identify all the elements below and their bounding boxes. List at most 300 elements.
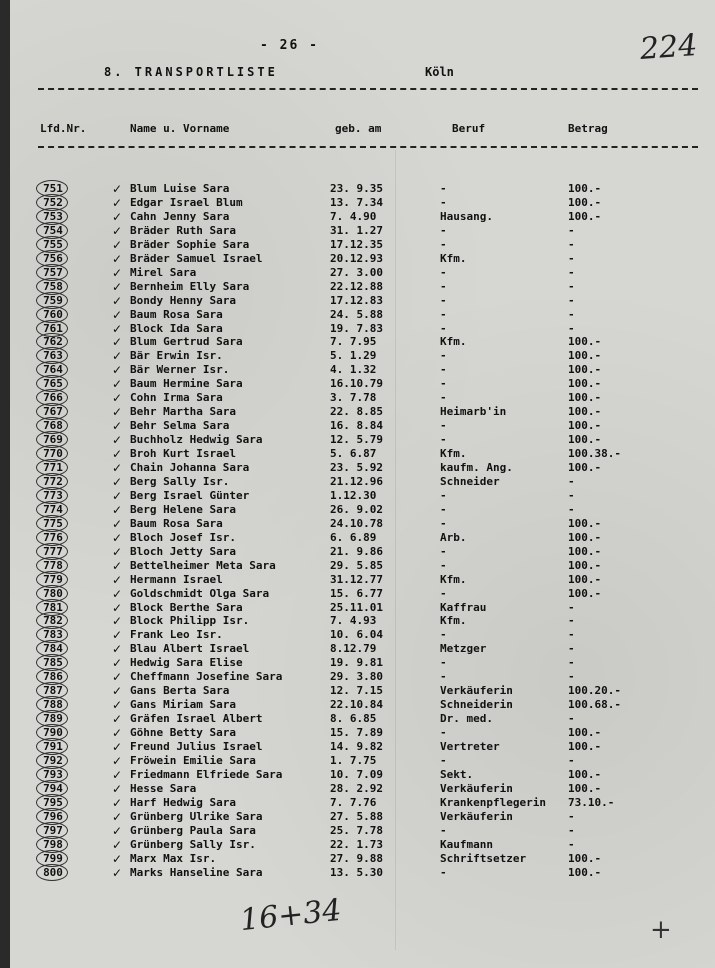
- row-occupation: Verkäuferin: [440, 781, 513, 795]
- row-name: Bondy Henny Sara: [130, 293, 236, 307]
- row-birthdate: 7. 7.76: [330, 795, 377, 809]
- row-name: Baum Rosa Sara: [130, 307, 223, 321]
- row-number: 754: [43, 223, 63, 237]
- check-mark-icon: ✓: [112, 223, 123, 238]
- row-amount: -: [568, 600, 575, 614]
- row-birthdate: 23. 9.35: [330, 182, 383, 195]
- row-number: 777: [43, 544, 63, 558]
- check-mark-icon: ✓: [112, 349, 123, 364]
- row-occupation: -: [440, 223, 447, 237]
- row-name: Hesse Sara: [130, 781, 197, 795]
- check-mark-icon: ✓: [112, 195, 123, 210]
- check-mark-icon: ✓: [112, 251, 123, 266]
- check-mark-icon: ✓: [112, 823, 123, 838]
- row-occupation: Hausang.: [440, 209, 493, 223]
- row-number: 772: [43, 474, 63, 488]
- check-mark-icon: ✓: [112, 670, 123, 685]
- row-name: Cohn Irma Sara: [130, 391, 223, 405]
- row-birthdate: 21.12.96: [330, 474, 383, 488]
- row-occupation: -: [440, 586, 447, 600]
- row-occupation: -: [440, 656, 447, 670]
- row-number: 776: [43, 530, 63, 544]
- row-name: Bär Werner Isr.: [130, 363, 230, 377]
- table-row: [0, 642, 715, 656]
- column-header-date: geb. am: [335, 122, 382, 135]
- row-number: 752: [43, 195, 63, 209]
- column-header-name: Name u. Vorname: [130, 122, 230, 135]
- check-mark-icon: ✓: [112, 265, 123, 280]
- table-row: [0, 489, 715, 503]
- row-number: 798: [43, 837, 63, 851]
- check-mark-icon: ✓: [112, 837, 123, 852]
- row-occupation: Kfm.: [440, 251, 467, 265]
- row-number: 764: [43, 363, 63, 377]
- check-mark-icon: ✓: [112, 363, 123, 378]
- handwritten-total: 16+34: [238, 892, 344, 939]
- row-number: 769: [43, 433, 63, 447]
- row-name: Berg Sally Isr.: [130, 474, 230, 488]
- row-occupation: -: [440, 753, 447, 767]
- row-name: Bloch Josef Isr.: [130, 530, 236, 544]
- row-number: 779: [43, 572, 63, 586]
- row-birthdate: 22.12.88: [330, 279, 383, 293]
- row-name: Bär Erwin Isr.: [130, 349, 223, 363]
- check-mark-icon: ✓: [112, 851, 123, 866]
- row-name: Hermann Israel: [130, 572, 223, 586]
- row-birthdate: 24. 5.88: [330, 307, 383, 321]
- row-number: 789: [43, 712, 63, 726]
- column-header-nr: Lfd.Nr.: [40, 122, 87, 135]
- row-amount: 100.-: [568, 572, 602, 586]
- row-occupation: -: [440, 488, 447, 502]
- top-divider: [38, 88, 698, 90]
- row-number: 758: [43, 279, 63, 293]
- row-name: Block Berthe Sara: [130, 600, 243, 614]
- row-occupation: -: [440, 670, 447, 684]
- row-amount: 73.10.-: [568, 795, 615, 809]
- row-number: 786: [43, 670, 63, 684]
- row-amount: 100.-: [568, 391, 602, 405]
- table-row: [0, 810, 715, 824]
- row-name: Edgar Israel Blum: [130, 195, 243, 209]
- row-occupation: -: [440, 865, 447, 879]
- row-occupation: Sekt.: [440, 767, 474, 781]
- row-amount: -: [568, 753, 575, 767]
- row-number: 793: [43, 767, 63, 781]
- row-birthdate: 25. 7.78: [330, 823, 383, 837]
- row-occupation: kaufm. Ang.: [440, 461, 513, 474]
- table-row: [0, 280, 715, 294]
- row-amount: 100.38.-: [568, 447, 621, 461]
- table-row: [0, 573, 715, 587]
- table-row: [0, 182, 715, 196]
- table-row: [0, 684, 715, 698]
- row-birthdate: 22.10.84: [330, 698, 383, 712]
- row-amount: 100.-: [568, 195, 602, 209]
- row-occupation: -: [440, 558, 447, 572]
- row-birthdate: 15. 6.77: [330, 586, 383, 600]
- row-number: 771: [43, 461, 63, 474]
- row-amount: 100.68.-: [568, 698, 621, 712]
- row-number: 760: [43, 307, 63, 321]
- row-amount: -: [568, 670, 575, 684]
- check-mark-icon: ✓: [112, 279, 123, 294]
- row-birthdate: 22. 1.73: [330, 837, 383, 851]
- row-birthdate: 10. 6.04: [330, 628, 383, 642]
- row-name: Bräder Samuel Israel: [130, 251, 263, 265]
- city-label: Köln: [425, 65, 454, 79]
- row-birthdate: 15. 7.89: [330, 726, 383, 740]
- row-occupation: Arb.: [440, 530, 467, 544]
- row-birthdate: 10. 7.09: [330, 767, 383, 781]
- row-name: Cahn Jenny Sara: [130, 209, 230, 223]
- table-row: [0, 447, 715, 461]
- row-name: Harf Hedwig Sara: [130, 795, 236, 809]
- row-number: 770: [43, 447, 63, 461]
- row-occupation: -: [440, 195, 447, 209]
- row-number: 757: [43, 265, 63, 279]
- row-name: Mirel Sara: [130, 265, 197, 279]
- row-name: Gans Miriam Sara: [130, 698, 236, 712]
- row-number: 780: [43, 586, 63, 600]
- row-amount: -: [568, 628, 575, 642]
- row-amount: 100.-: [568, 530, 602, 544]
- row-name: Blum Luise Sara: [130, 182, 230, 195]
- table-row: [0, 419, 715, 433]
- list-title: 8. TRANSPORTLISTE: [104, 65, 278, 79]
- row-occupation: Kfm.: [440, 572, 467, 586]
- check-mark-icon: ✓: [112, 488, 123, 503]
- row-name: Grünberg Sally Isr.: [130, 837, 256, 851]
- row-amount: -: [568, 237, 575, 251]
- row-birthdate: 29. 5.85: [330, 558, 383, 572]
- check-mark-icon: ✓: [112, 461, 123, 475]
- row-occupation: -: [440, 349, 447, 363]
- row-name: Bernheim Elly Sara: [130, 279, 250, 293]
- row-amount: 100.-: [568, 865, 602, 879]
- row-birthdate: 16. 8.84: [330, 419, 383, 433]
- row-birthdate: 12. 7.15: [330, 684, 383, 698]
- row-occupation: Heimarb'in: [440, 405, 507, 419]
- table-row: [0, 601, 715, 615]
- row-amount: -: [568, 712, 575, 726]
- row-number: 761: [43, 321, 63, 335]
- row-birthdate: 17.12.35: [330, 237, 383, 251]
- row-amount: -: [568, 223, 575, 237]
- row-amount: 100.-: [568, 586, 602, 600]
- row-birthdate: 6. 6.89: [330, 530, 377, 544]
- row-occupation: -: [440, 628, 447, 642]
- row-number: 783: [43, 628, 63, 642]
- check-mark-icon: ✓: [112, 530, 123, 545]
- row-amount: 100.-: [568, 349, 602, 363]
- row-number: 762: [43, 335, 63, 349]
- row-birthdate: 27. 3.00: [330, 265, 383, 279]
- row-amount: 100.-: [568, 740, 602, 753]
- table-row: [0, 656, 715, 670]
- table-row: [0, 210, 715, 224]
- row-number: 782: [43, 614, 63, 628]
- table-row: [0, 852, 715, 866]
- row-amount: 100.-: [568, 461, 602, 474]
- row-amount: -: [568, 279, 575, 293]
- table-row: [0, 517, 715, 531]
- row-amount: -: [568, 265, 575, 279]
- row-amount: 100.-: [568, 209, 602, 223]
- check-mark-icon: ✓: [112, 809, 123, 824]
- row-number: 794: [43, 781, 63, 795]
- row-number: 799: [43, 851, 63, 865]
- row-number: 774: [43, 502, 63, 516]
- row-birthdate: 21. 9.86: [330, 544, 383, 558]
- row-name: Blum Gertrud Sara: [130, 335, 243, 349]
- row-birthdate: 7. 4.90: [330, 209, 377, 223]
- table-row: [0, 322, 715, 336]
- row-occupation: -: [440, 544, 447, 558]
- check-mark-icon: ✓: [112, 544, 123, 559]
- check-mark-icon: ✓: [112, 558, 123, 573]
- row-occupation: -: [440, 502, 447, 516]
- row-name: Fröwein Emilie Sara: [130, 753, 256, 767]
- row-birthdate: 28. 2.92: [330, 781, 383, 795]
- row-name: Bräder Ruth Sara: [130, 223, 236, 237]
- check-mark-icon: ✓: [112, 865, 123, 880]
- row-birthdate: 12. 5.79: [330, 433, 383, 447]
- row-number: 755: [43, 237, 63, 251]
- row-name: Buchholz Hedwig Sara: [130, 433, 263, 447]
- check-mark-icon: ✓: [112, 335, 123, 350]
- row-birthdate: 13. 5.30: [330, 865, 383, 879]
- row-birthdate: 8.12.79: [330, 642, 377, 656]
- row-name: Hedwig Sara Elise: [130, 656, 243, 670]
- row-amount: 100.-: [568, 544, 602, 558]
- check-mark-icon: ✓: [112, 642, 123, 657]
- table-row: [0, 224, 715, 238]
- table-row: [0, 405, 715, 419]
- check-mark-icon: ✓: [112, 321, 123, 336]
- row-birthdate: 27. 5.88: [330, 809, 383, 823]
- row-name: Göhne Betty Sara: [130, 726, 236, 740]
- row-birthdate: 1.12.30: [330, 488, 377, 502]
- row-occupation: -: [440, 377, 447, 391]
- row-amount: -: [568, 307, 575, 321]
- row-name: Frank Leo Isr.: [130, 628, 223, 642]
- check-mark-icon: ✓: [112, 698, 123, 713]
- row-name: Marks Hanseline Sara: [130, 865, 263, 879]
- table-row: [0, 824, 715, 838]
- table-row: [0, 531, 715, 545]
- table-row: [0, 335, 715, 349]
- check-mark-icon: ✓: [112, 614, 123, 629]
- check-mark-icon: ✓: [112, 474, 123, 489]
- check-mark-icon: ✓: [112, 684, 123, 699]
- row-number: 766: [43, 391, 63, 405]
- row-occupation: Kaffrau: [440, 600, 487, 614]
- check-mark-icon: ✓: [112, 628, 123, 643]
- row-occupation: Vertreter: [440, 740, 500, 753]
- table-row: [0, 503, 715, 517]
- table-row: [0, 740, 715, 754]
- row-occupation: Kfm.: [440, 614, 467, 628]
- check-mark-icon: ✓: [112, 656, 123, 671]
- row-birthdate: 26. 9.02: [330, 502, 383, 516]
- row-birthdate: 31. 1.27: [330, 223, 383, 237]
- row-occupation: -: [440, 307, 447, 321]
- row-occupation: -: [440, 433, 447, 447]
- table-row: [0, 545, 715, 559]
- row-number: 792: [43, 753, 63, 767]
- row-number: 768: [43, 419, 63, 433]
- check-mark-icon: ✓: [112, 391, 123, 406]
- row-birthdate: 29. 3.80: [330, 670, 383, 684]
- check-mark-icon: ✓: [112, 740, 123, 754]
- row-number: 756: [43, 251, 63, 265]
- row-occupation: Metzger: [440, 642, 487, 656]
- row-name: Cheffmann Josefine Sara: [130, 670, 283, 684]
- row-occupation: Schriftsetzer: [440, 851, 527, 865]
- row-occupation: -: [440, 391, 447, 405]
- row-name: Goldschmidt Olga Sara: [130, 586, 270, 600]
- row-name: Block Philipp Isr.: [130, 614, 250, 628]
- row-number: 787: [43, 684, 63, 698]
- row-birthdate: 19. 9.81: [330, 656, 383, 670]
- row-name: Freund Julius Israel: [130, 740, 263, 753]
- table-row: [0, 349, 715, 363]
- row-amount: -: [568, 474, 575, 488]
- table-row: [0, 768, 715, 782]
- corner-mark: +: [650, 915, 672, 945]
- row-name: Behr Selma Sara: [130, 419, 230, 433]
- row-amount: -: [568, 293, 575, 307]
- row-occupation: Schneiderin: [440, 698, 513, 712]
- row-occupation: -: [440, 726, 447, 740]
- row-name: Broh Kurt Israel: [130, 447, 236, 461]
- check-mark-icon: ✓: [112, 405, 123, 420]
- check-mark-icon: ✓: [112, 781, 123, 796]
- row-amount: 100.20.-: [568, 684, 621, 698]
- check-mark-icon: ✓: [112, 182, 123, 196]
- row-amount: 100.-: [568, 767, 602, 781]
- row-number: 765: [43, 377, 63, 391]
- row-birthdate: 5. 6.87: [330, 447, 377, 461]
- check-mark-icon: ✓: [112, 586, 123, 601]
- row-amount: -: [568, 823, 575, 837]
- row-birthdate: 4. 1.32: [330, 363, 377, 377]
- table-row: [0, 559, 715, 573]
- row-name: Berg Helene Sara: [130, 502, 236, 516]
- row-number: 796: [43, 809, 63, 823]
- table-row: [0, 838, 715, 852]
- check-mark-icon: ✓: [112, 600, 123, 615]
- check-mark-icon: ✓: [112, 307, 123, 322]
- table-row: [0, 670, 715, 684]
- check-mark-icon: ✓: [112, 726, 123, 741]
- row-occupation: -: [440, 823, 447, 837]
- table-row: [0, 461, 715, 475]
- table-row: [0, 698, 715, 712]
- row-birthdate: 31.12.77: [330, 572, 383, 586]
- table-row: [0, 754, 715, 768]
- row-amount: 100.-: [568, 558, 602, 572]
- row-number: 753: [43, 209, 63, 223]
- table-row: [0, 294, 715, 308]
- row-amount: -: [568, 656, 575, 670]
- row-birthdate: 3. 7.78: [330, 391, 377, 405]
- row-number: 800: [43, 865, 63, 879]
- row-birthdate: 19. 7.83: [330, 321, 383, 335]
- row-amount: -: [568, 321, 575, 335]
- row-amount: -: [568, 488, 575, 502]
- row-number: 778: [43, 558, 63, 572]
- table-row: [0, 796, 715, 810]
- table-row: [0, 726, 715, 740]
- row-name: Chain Johanna Sara: [130, 461, 250, 474]
- row-name: Baum Rosa Sara: [130, 516, 223, 530]
- row-birthdate: 7. 4.93: [330, 614, 377, 628]
- row-number: 797: [43, 823, 63, 837]
- table-row: [0, 866, 715, 880]
- row-occupation: Kaufmann: [440, 837, 493, 851]
- row-number: 790: [43, 726, 63, 740]
- row-amount: 100.-: [568, 182, 602, 195]
- row-birthdate: 1. 7.75: [330, 753, 377, 767]
- row-amount: 100.-: [568, 363, 602, 377]
- row-number: 775: [43, 516, 63, 530]
- row-number: 791: [43, 740, 63, 753]
- check-mark-icon: ✓: [112, 712, 123, 727]
- row-amount: 100.-: [568, 781, 602, 795]
- row-birthdate: 7. 7.95: [330, 335, 377, 349]
- check-mark-icon: ✓: [112, 502, 123, 517]
- row-name: Friedmann Elfriede Sara: [130, 767, 283, 781]
- column-header-amount: Betrag: [568, 122, 608, 135]
- row-birthdate: 20.12.93: [330, 251, 383, 265]
- row-name: Behr Martha Sara: [130, 405, 236, 419]
- row-name: Marx Max Isr.: [130, 851, 217, 865]
- table-row: [0, 628, 715, 642]
- row-number: 759: [43, 293, 63, 307]
- row-occupation: -: [440, 279, 447, 293]
- row-birthdate: 14. 9.82: [330, 740, 383, 753]
- row-birthdate: 24.10.78: [330, 516, 383, 530]
- row-amount: -: [568, 809, 575, 823]
- check-mark-icon: ✓: [112, 209, 123, 224]
- row-birthdate: 8. 6.85: [330, 712, 377, 726]
- row-number: 751: [43, 182, 63, 195]
- row-amount: -: [568, 642, 575, 656]
- row-amount: -: [568, 502, 575, 516]
- row-name: Bräder Sophie Sara: [130, 237, 250, 251]
- row-occupation: -: [440, 182, 447, 195]
- page-number: - 26 -: [260, 38, 319, 53]
- table-row: [0, 252, 715, 266]
- row-birthdate: 23. 5.92: [330, 461, 383, 474]
- row-amount: -: [568, 614, 575, 628]
- table-row: [0, 614, 715, 628]
- row-occupation: -: [440, 363, 447, 377]
- row-number: 773: [43, 488, 63, 502]
- row-occupation: Krankenpflegerin: [440, 795, 546, 809]
- row-number: 785: [43, 656, 63, 670]
- check-mark-icon: ✓: [112, 293, 123, 308]
- row-name: Baum Hermine Sara: [130, 377, 243, 391]
- check-mark-icon: ✓: [112, 516, 123, 531]
- check-mark-icon: ✓: [112, 767, 123, 782]
- row-birthdate: 5. 1.29: [330, 349, 377, 363]
- table-row: [0, 238, 715, 252]
- row-occupation: -: [440, 419, 447, 433]
- row-birthdate: 17.12.83: [330, 293, 383, 307]
